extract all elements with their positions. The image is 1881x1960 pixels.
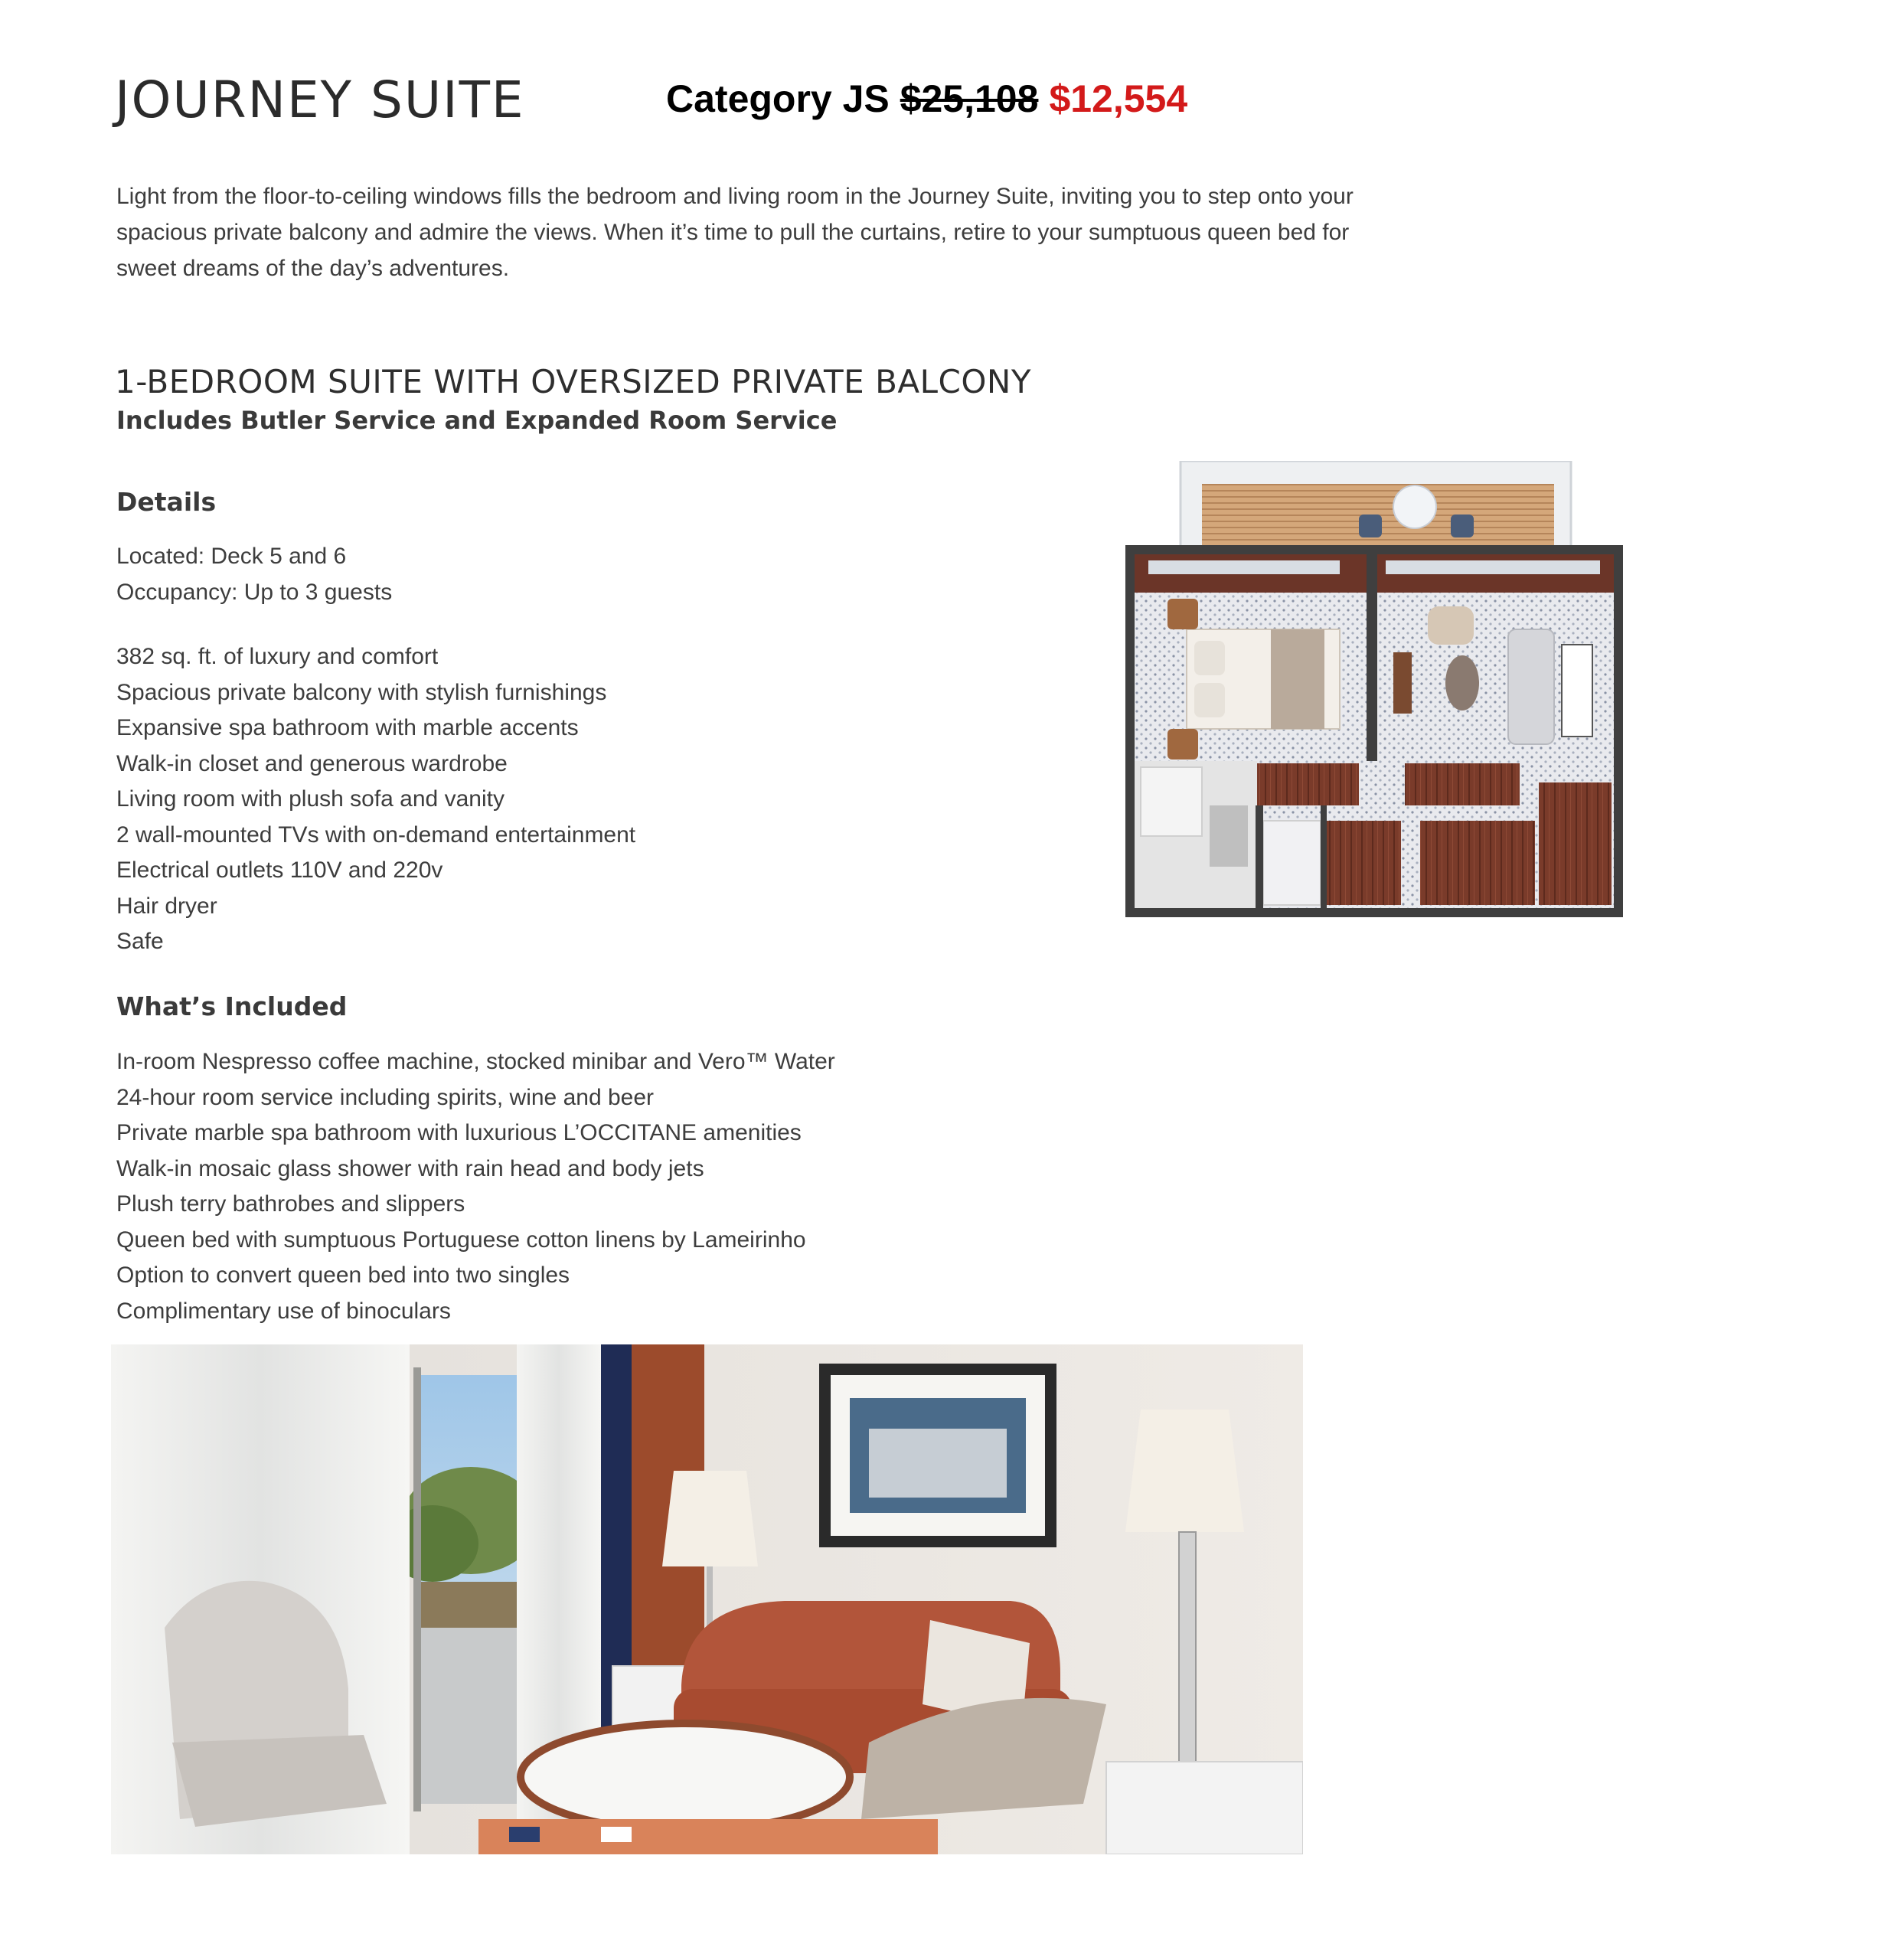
included-list: [116, 1044, 835, 1329]
list-item: Living room with plush sofa and vanity: [116, 786, 505, 812]
list-item: 382 sq. ft. of luxury and comfort: [116, 644, 439, 669]
suite-heading: 1-BEDROOM SUITE WITH OVERSIZED PRIVATE BALCONY: [115, 363, 1031, 400]
list-item: Plush terry bathrobes and slippers: [116, 1191, 465, 1217]
list-item: 24-hour room service including spirits, wine and beer: [116, 1084, 655, 1110]
sale-price: $12,554: [1049, 77, 1188, 120]
list-item: Walk-in closet and generous wardrobe: [116, 750, 508, 776]
list-item: Safe: [116, 929, 164, 954]
list-item: Electrical outlets 110V and 220v: [116, 858, 443, 883]
list-item: Located: Deck 5 and 6: [116, 544, 347, 569]
list-item: Hair dryer: [116, 893, 217, 919]
details-features-list: [116, 639, 635, 960]
details-location-list: [116, 539, 392, 610]
included-heading: What’s Included: [116, 991, 348, 1021]
list-item: Queen bed with sumptuous Portuguese cotton linens by Lameirinho: [116, 1227, 806, 1253]
price-line: [666, 77, 1187, 121]
details-heading: Details: [116, 487, 217, 517]
list-item: Private marble spa bathroom with luxurious L’OCCITANE amenities: [116, 1120, 802, 1145]
original-price: $25,108: [900, 77, 1039, 120]
floor-plan-image: [1125, 461, 1623, 917]
list-item: Occupancy: Up to 3 guests: [116, 579, 393, 605]
list-item: Expansive spa bathroom with marble accents: [116, 715, 579, 740]
list-item: Spacious private balcony with stylish furnishings: [116, 679, 607, 705]
list-item: In-room Nespresso coffee machine, stocked minibar and Vero™ Water: [116, 1049, 835, 1074]
suite-subheading: Includes Butler Service and Expanded Room Service: [116, 406, 838, 435]
list-item: 2 wall-mounted TVs with on-demand entertainment: [116, 822, 636, 848]
list-item: Option to convert queen bed into two singles: [116, 1263, 570, 1288]
page-title: JOURNEY SUITE: [115, 70, 525, 129]
list-item: Complimentary use of binoculars: [116, 1298, 451, 1324]
suite-photo: [111, 1344, 1303, 1854]
list-item: Walk-in mosaic glass shower with rain head and body jets: [116, 1155, 704, 1181]
category-label: Category JS: [666, 77, 890, 120]
intro-paragraph: Light from the floor-to-ceiling windows fills the bedroom and living room in the Journey Suite, inviting you to step onto your spacious private balcony and admire the views. When it’s time to pull the curtains, retire to your sumptuous queen bed for sweet dreams of the day’s adventures.: [116, 184, 1354, 281]
